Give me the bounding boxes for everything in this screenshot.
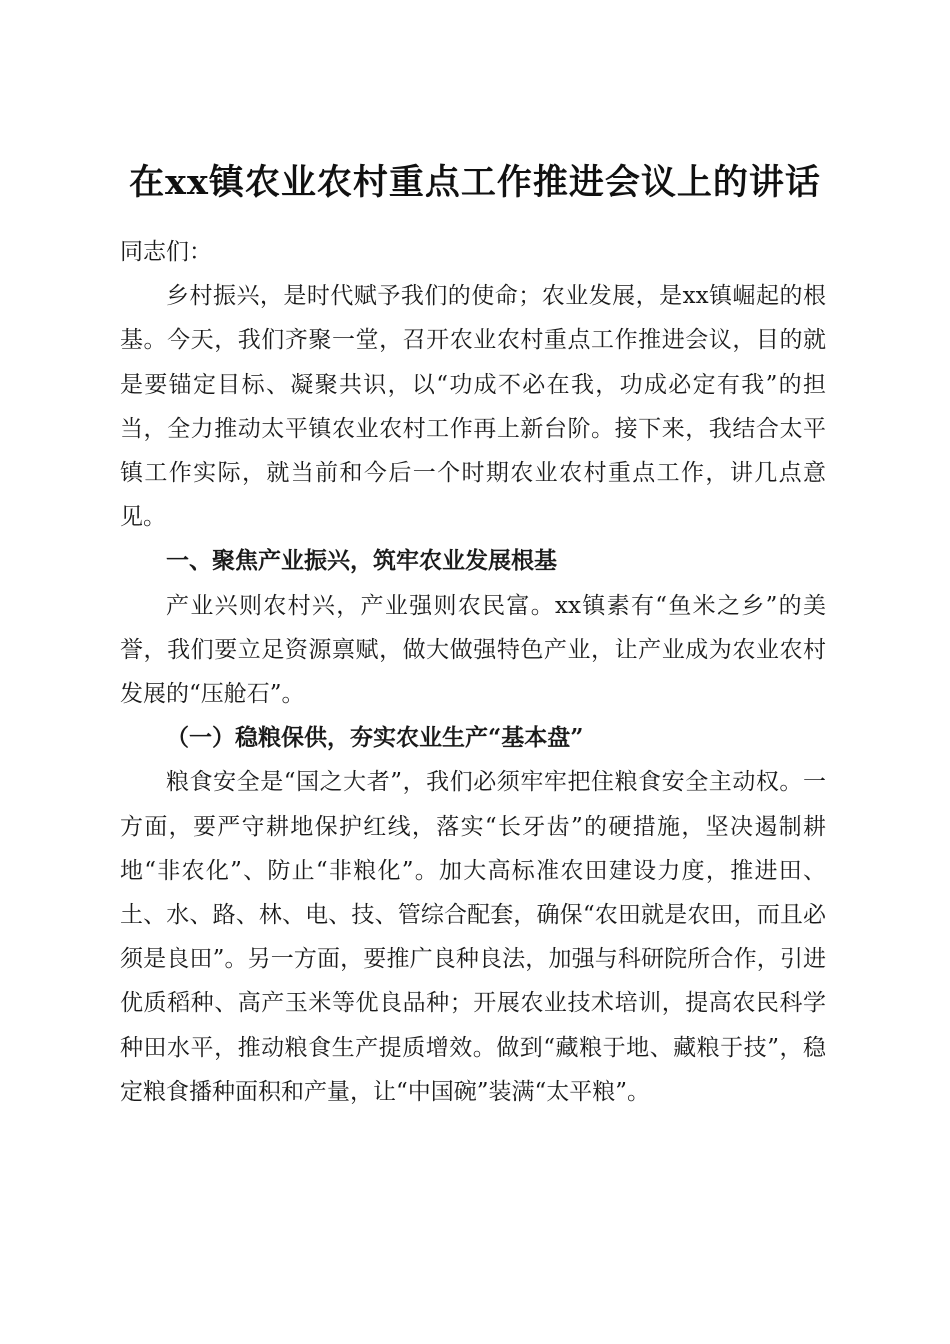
salutation: 同志们： (120, 239, 212, 265)
section-1-paragraph: 产业兴则农村兴，产业强则农民富。xx镇素有“鱼米之乡”的美誉，我们要立足资源禀赋，做大做强特色产业，让产业成为农业农村发展的“压舱石”。 (120, 592, 826, 708)
intro-paragraph: 乡村振兴，是时代赋予我们的使命；农业发展，是xx镇崛起的根基。今天，我们齐聚一堂，召开农业农村重点工作推进会议，目的就是要锚定目标、凝聚共识，以“功成不必在我，功成必定有我”的担当，全力推动太平镇农业农村工作再上新台阶。接下来，我结合太平镇工作实际，就当前和今后一个时期农业农村重点工作，讲几点意见。 (120, 283, 826, 531)
section-heading-1: 一、聚焦产业振兴，筑牢农业发展根基 (166, 548, 557, 575)
document-body (120, 230, 826, 1114)
subsection-1-paragraph: 粮食安全是“国之大者”，我们必须牢牢把住粮食安全主动权。一方面，要严守耕地保护红线，落实“长牙齿”的硬措施，坚决遏制耕地“非农化”、防止“非粮化”。加大高标准农田建设力度，推进田、土、水、路、林、电、技、管综合配套，确保“农田就是农田，而且必须是良田”。另一方面，要推广良种良法，加强与科研院所合作，引进优质稻种、高产玉米等优良品种；开展农业技术培训，提高农民科学种田水平，推动粮食生产提质增效。做到“藏粮于地、藏粮于技”，稳定粮食播种面积和产量，让“中国碗”装满“太平粮”。 (120, 769, 826, 1105)
document-title: 在xx镇农业农村重点工作推进会议上的讲话 (129, 162, 821, 204)
subsection-heading-1: （一）稳粮保供，夯实农业生产“基本盘” (166, 724, 584, 752)
